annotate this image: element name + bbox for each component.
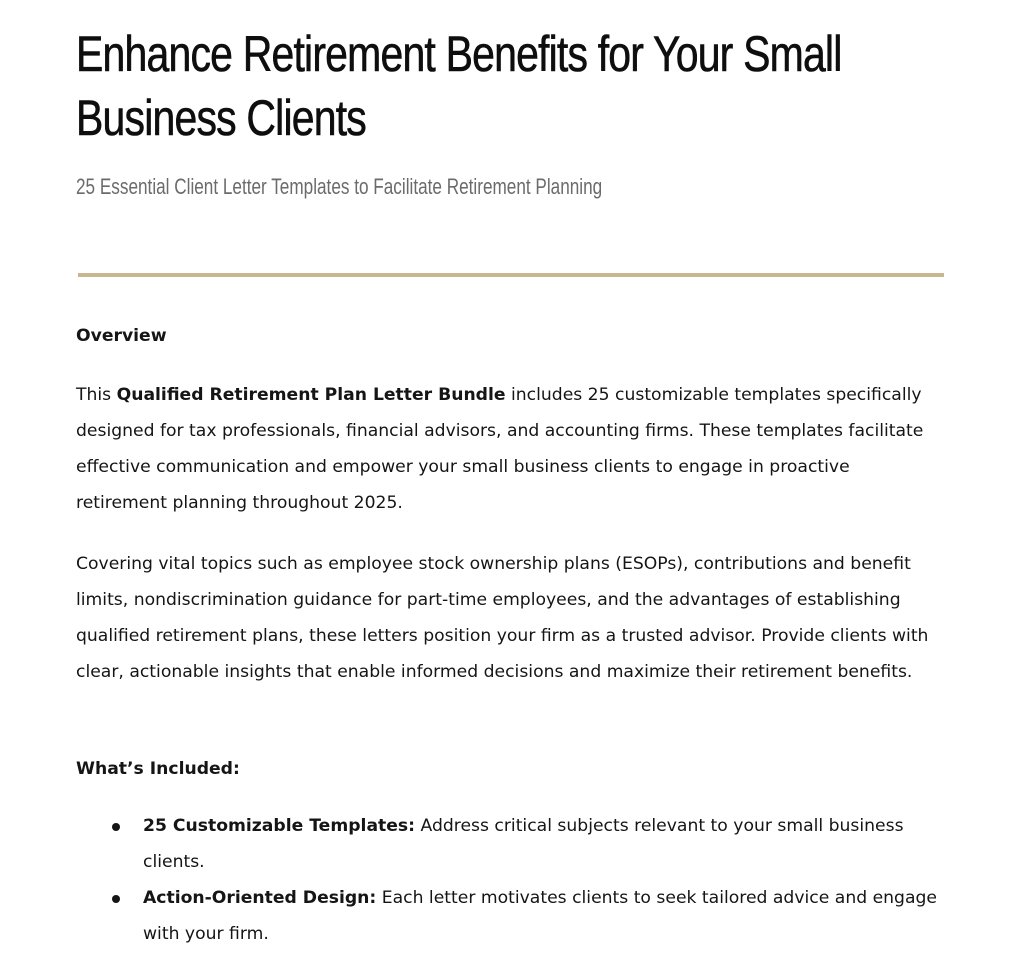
overview-heading: Overview [76, 326, 167, 346]
page-title: Enhance Retirement Benefits for Your Small Business Clients [76, 26, 842, 146]
list-item [76, 808, 956, 880]
included-list [76, 808, 956, 952]
paragraph-rest-text: includes 25 customizable templates specifically designed for tax professionals, financial advisors, and accounting firms. These templates facilitate effective communication and empower your small business clients to engage in proactive retirement planning throughout 2025. [76, 385, 924, 513]
bullet-icon [112, 823, 120, 831]
list-item-title: 25 Customizable Templates: [143, 816, 416, 836]
whats-included-heading: What’s Included: [76, 759, 240, 779]
list-item-title: Action-Oriented Design: [143, 888, 377, 908]
list-item-text: Address critical subjects relevant to your small business clients. [143, 816, 904, 872]
bundle-name: Qualified Retirement Plan Letter Bundle [116, 385, 506, 405]
list-item-text: Each letter motivates clients to seek tailored advice and engage with your firm. [143, 888, 937, 944]
overview-paragraph-2: Covering vital topics such as employee stock ownership plans (ESOPs), contributions and benefit limits, nondiscrimination guidance for part-time employees, and the advantages of establishing qualified retirement plans, these letters position your firm as a trusted advisor. Provide clients with clear, actionable insights that enable informed decisions and maximize their retirement benefits. [76, 554, 929, 682]
list-item [76, 880, 956, 952]
bullet-icon [112, 895, 120, 903]
section-divider [78, 273, 944, 277]
overview-paragraph-1 [76, 377, 946, 521]
page-subtitle: 25 Essential Client Letter Templates to Facilitate Retirement Planning [76, 174, 603, 199]
paragraph-lead-text: This [76, 385, 117, 405]
